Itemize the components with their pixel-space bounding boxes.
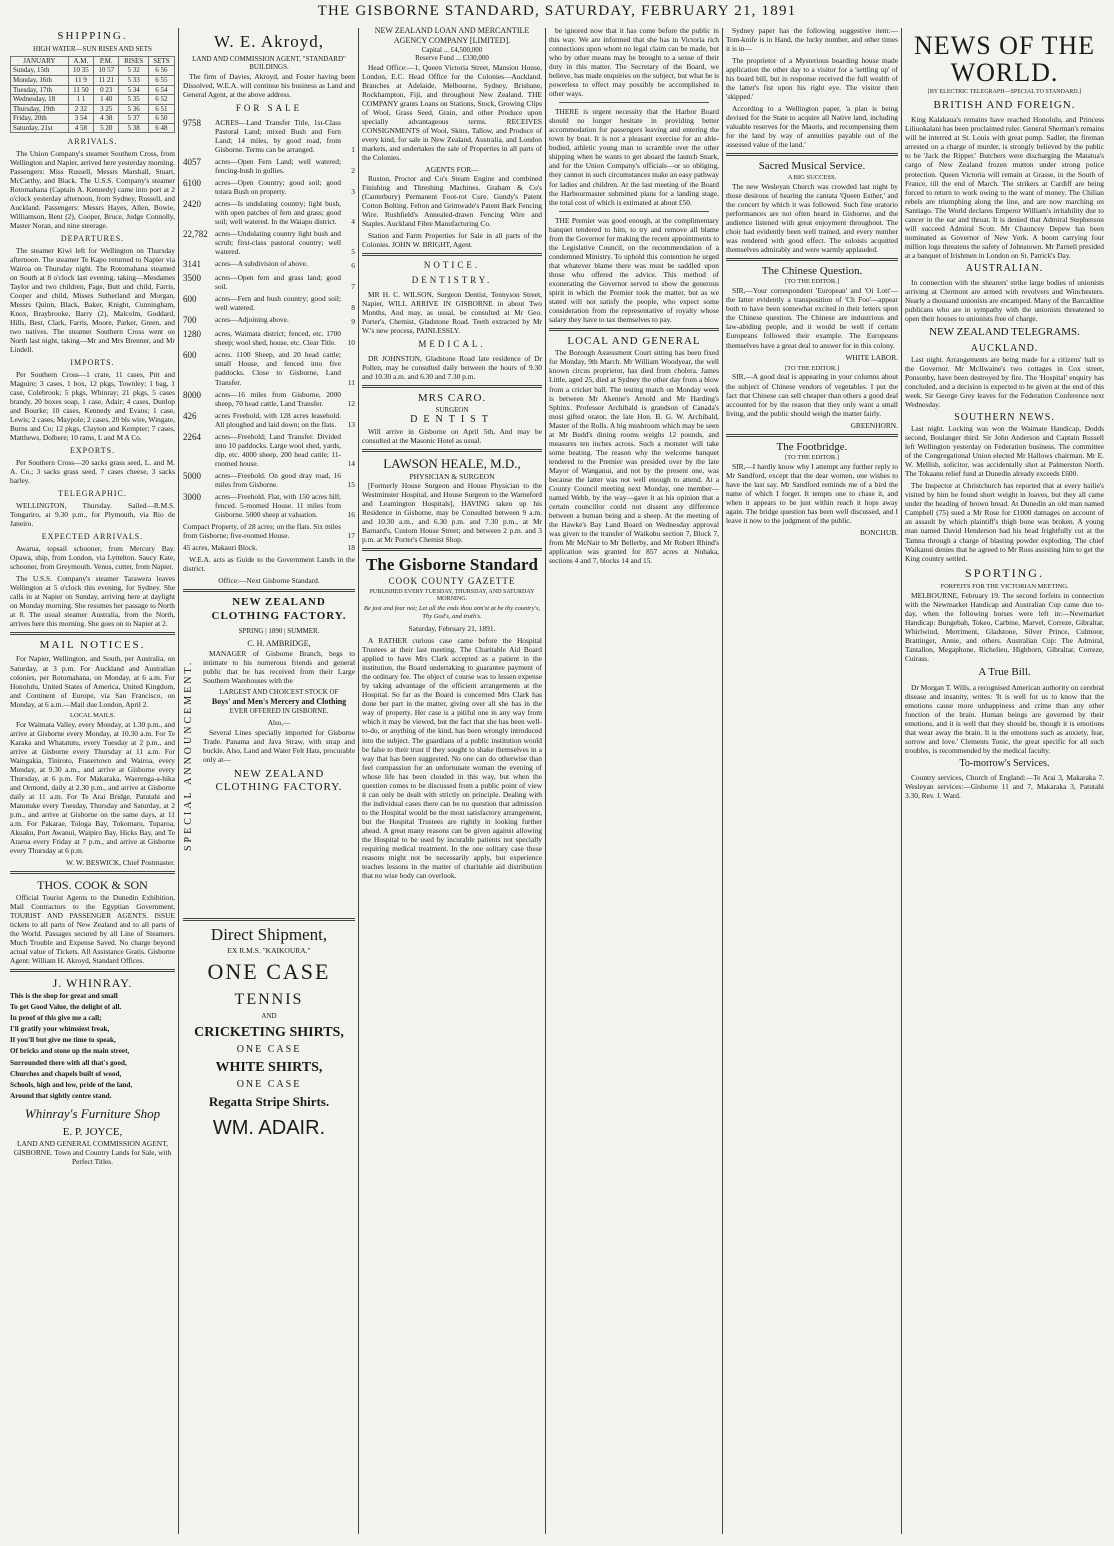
lot-number: 3 (351, 187, 355, 197)
lot-number: 12 (347, 398, 355, 408)
caro-dentist: DENTIST (410, 414, 494, 426)
land-lot (183, 229, 355, 256)
lot-acres: 22,782 (183, 229, 208, 240)
medical-heading: MEDICAL. (418, 339, 486, 350)
arrivals-text: The Union Company's steamer Southern Cross, from Wellington and Napier, arrived here yesterday morning. Passengers: Miss Russell, Messrs Marshall, Stuart, McCarthy, and Black. The U.S.S. Company's steamer Rotomahana (Captain A. Kennedy) came into port at 2 o'clock yesterday afternoon, from Sydney, Russell, and Auckland. Passengers: Messrs Hayes, Allen, Bowie, Williamson, Bent (2), Cooper, Bruce, Judge Connolly, Master Noran, and nine steerage. (10, 148, 175, 231)
column-akroyd (183, 26, 355, 1536)
tide-row (11, 123, 175, 133)
tide-cell: 5 33 (119, 76, 148, 86)
nzloan-text: Head Office:—1, Queen Victoria Street, Mansion House, London, E.C. Head Office for the Colonies—Auckland. Branches at Adelaide, Melbourne, Sydney, Brisbane, Rockhampton, Fiji, and throughout New Zealand. THE COMPANY grants Loans on Stations, Stock, Growing Clips of Wool, Grass Seed, Grain, and other Produce upon specially advantageous terms. RECEIVES CONSIGNMENTS of Wool, Skins, Tallow, and Produce of every kind, for sale in New Zealand, Australia, and London markets, and undertakes the sale of Properties in all parts of the Colonies. (362, 62, 542, 162)
for-sale-heading: FOR SALE (235, 102, 303, 113)
tide-row (11, 85, 175, 95)
to-editor-3: [TO THE EDITOR.] (785, 454, 839, 462)
one-case-3: ONE CASE (236, 1079, 302, 1091)
adair-name: WM. ADAIR. (212, 1117, 326, 1140)
tide-cell: 4 38 (94, 114, 119, 124)
lot-number: 8 (351, 303, 355, 313)
true-bill-heading: A True Bill. (978, 666, 1031, 679)
local-general-text: The Borough Assessment Court sitting has been fixed for Monday, 9th March. Mr William Woodyear, the well known circus proprietor, has died from cholera. James Little, aged 25, died at Sydney the other day from a blow from a cricket ball. The testing match on Monday week is between Mr Akenne's Arnold and Mr Harding's Sphinx. Professor Archibald is grandson of Canada's most gifted orator, the late Hon. B. G. W. Archibald, Master of the Rolls. A big mushroom which may be seen at Mr Budd's dining rooms weighs 12 pounds, and measures ten inches across. Such a monster will take some beating. The reason why the welcome banquet tendered to the Premier was presided over by the late Mayor of Wanganui, and not by the present one, was because the latter was not well enough to attend. At a County Council meeting next Monday, one member—named Webb, by the way—gave it as his opinion that a certain councillor could not dissent any difference between a human being and a sheep. At the meeting of the Hawke's Bay Land Board on Wednesday approval was given to the transfer of Waikohu section 7, Block 7, from Mr McNair to Mr Bellerby, and Mr Robert Rhind's application was granted for 857 acres at Nuhaka, sections 4 and 7, blocks 14 and 15. (549, 348, 719, 566)
direct-shipment: Direct Shipment, (210, 925, 328, 945)
sporting-heading: SPORTING. (965, 565, 1044, 580)
tide-cell: 5 20 (94, 123, 119, 133)
notice-heading: NOTICE. (423, 260, 481, 271)
exports-heading: EXPORTS. (69, 446, 116, 456)
departures-heading: DEPARTURES. (60, 234, 125, 244)
tide-cell: 5 38 (119, 123, 148, 133)
heale-title: LAWSON HEALE, M.D., (383, 455, 521, 471)
news-subheading: [BY ELECTRIC TELEGRAPH—SPECIAL TO STANDARD.] (927, 88, 1082, 95)
lot-number: 6 (351, 261, 355, 271)
akroyd-text: The firm of Davies, Akroyd, and Foster having been Dissolved, W.E.A. will continue his business as Land and General Agent, at the above address. (183, 71, 355, 99)
verse-line: Surrounded there with all that's good, (10, 1058, 127, 1067)
chinese-text: SIR,—Your correspondent 'European' and 'Oi Lott'—the latter evidently a transposition of 'Ch Foo'—appear both to have been somewhat excited in their letters upon the Chinese question. The Chinese are industrious and law-abiding people, and it would be well if certain Europeans followed their example. The Europeans themselves have a great deal to answer for in this colony. (726, 286, 898, 350)
white-shirts: WHITE SHIRTS, (215, 1060, 323, 1076)
lot-description: ACRES—Land Transfer Title, 1st-Class Pastoral Land; mixed Bush and Fern Land; 14 miles, by good road, from Gisborne. Terms can be arranged. (215, 117, 341, 154)
tomorrow-text: Country services, Church of England:—Te Arai 3, Makaraka 7. Wesleyan services:—Gisborne 11 and 7, Makaraka 3, Patutahi 3.30, Rev. J. Ward. (905, 773, 1104, 801)
southern-heading: SOUTHERN NEWS. (954, 411, 1055, 423)
tide-cell: 0 23 (94, 85, 119, 95)
tide-header-cell: P.M. (94, 56, 119, 66)
lot-acres: 3141 (183, 259, 201, 270)
tide-cell: 6 50 (148, 114, 174, 124)
verse-line: This is the shop for great and small (10, 991, 118, 1000)
ever-offered: EVER OFFERED IN GISBORNE. (229, 706, 329, 715)
tide-cell: 6 52 (148, 95, 174, 105)
lot-description: acres—Is undulating country; light bush, with open patches of fern and grass; good soil; well watered. In the Waiapu district. (215, 199, 341, 227)
tide-header-cell: A.M. (68, 56, 93, 66)
land-lot (183, 294, 355, 312)
british-text: King Kalakaua's remains have reached Honolulu, and Princess Liliuokalani has been proclaimed ruler. General Sherman's remains will be interred at St. Louis with great pomp. Sadler, the fireman arrested on a charge of murder, is strongly believed by the public to be 'Jack the Ripper.' Butchers were discharging the Matatua's cargo of New Zealand frozen mutton under strong police protection. Queen Victoria will remain at Grasse, in the South of France, till the end of March. The strikers at Cardiff are being forced to return to work owing to the want of money. The Chilian rebels are triumphing along the line, and are now marching on Santiago. The World declares Emperor William's irritability due to cancer in the ear and throat. It is denied that Admiral Stephenson will succeed Admiral Scott. Mr Chauncey Depew has been nominated as Governor of New York. A boom carrying four million logs threatens the safety of Johnstown. Mr Parnell presided at a banquet of Irishmen in London on St. Patrick's Day. (905, 115, 1104, 260)
lot-acres: 3500 (183, 273, 201, 284)
column-advertisements (362, 26, 542, 1536)
local-mails-text: For Waimata Valley, every Monday, at 1.30 p.m., and arrive at Gisborne every Monday, at 10.30 a.m. For Te Karaka and Whatatutu, every Tuesday at 2 p.m., and arrive at Gisborne every Thursday at 11 a.m. For Waingakia, Tiniroto, Frasertown and Wairoa, every Monday, at 9.30 a.m., and arrive at Gisborne every Thursday, at 6 p.m. For Makaraka, Waerenga-a-hika and Ormond, daily at 2.30 p.m., and arrive at Gisborne daily at 11 a.m. For Te Arai Bridge, Patutahi and Manutuke every Tuesday, Thursday and Saturday, at 2 p.m., and arrive at Gisborne on the same days, at 11 a.m. For Pakarae, Tologa Bay, Tokomaru, Tuparoa, Akuaku, Port Awanui, Waipiro Bay, Hicks Bay, and Te Araroa every Friday at 7 p.m., and arrive at Gisborne every Thursday at 6 p.m. (10, 719, 175, 856)
lot-description: acres—Adjoining above. (215, 315, 289, 325)
land-lot (183, 471, 355, 489)
tide-cell: 6 48 (148, 123, 174, 133)
paper-motto: Be just and fear not; Let all the ends thou aim'st at be thy country's, Thy God's, and truth's. (363, 605, 541, 621)
land-lot (183, 178, 355, 196)
land-lot (183, 329, 355, 347)
heale-text: [Formerly House Surgeon and House Physician to the Westminster Hospital, and House Surgeon to the Warneford and Leamington Hospitals], HAVING taken up his Residence in Gisborne, may be Consulted between 9 a.m. and 10.30 a.m., and 6.30 p.m. and 7.30 p.m., at Mr Barnard's, Custom House Street; and between 2 p.m. and 3 p.m. at Mr Porter's Chemist Shop. (362, 480, 542, 544)
tide-cell: 11 50 (68, 85, 93, 95)
lot-acres: 700 (183, 315, 197, 326)
lot-acres: 9758 (183, 117, 201, 128)
lot-number: 9 (351, 317, 355, 327)
tide-table (10, 56, 175, 133)
land-lot (183, 432, 355, 468)
tide-row (11, 66, 175, 76)
lot-number: 4 (351, 217, 355, 227)
lot-acres: 8000 (183, 389, 201, 400)
tide-cell: 10 57 (94, 66, 119, 76)
tomorrow-heading: To-morrow's Services. (959, 758, 1050, 770)
lot-description: acres—Freehold. On good dray road, 16 miles from Gisborne. (215, 470, 341, 489)
lot-acres: 600 (183, 294, 197, 305)
masthead: THE GISBORNE STANDARD, SATURDAY, FEBRUARY 21, 1891 (317, 3, 797, 19)
dentistry-heading: DENTISTRY. (411, 275, 493, 286)
furniture-shop: Whinray's Furniture Shop (24, 1106, 161, 1122)
ex-kaikoura: EX R.M.S. "KAIKOURA." (227, 945, 311, 955)
land-lot (183, 492, 355, 519)
largest-stock: LARGEST AND CHOICEST STOCK OF (219, 688, 339, 697)
lot-number: 17 (347, 530, 355, 540)
also-text: Several Lines specially imported for Gisborne Trade. Panama and Java Straw, with strap and buckle. Also, Land and Water Felt Hats, procurable only at— (203, 727, 355, 764)
nz-telegrams-heading: NEW ZEALAND TELEGRAMS. (929, 326, 1080, 339)
land-lot (183, 522, 355, 540)
lot-number: 7 (351, 282, 355, 292)
lot-description: acres—Fern and bush country; good soil; well watered. (215, 294, 341, 313)
lot-description: acres Freehold, with 128 acres leasehold. All ploughed and laid down; on the flats. (215, 410, 341, 429)
verse-line: Schools, high and low, pride of the land, (10, 1080, 133, 1089)
lot-acres: 600 (183, 350, 197, 361)
inspector-text: The Inspector at Christchurch has reported that at every bailie's visited by him he found short weight in loaves, but they all came under the heading of brown bread. At Dunedin an old man named Campbell (75) sued a Mr Rose for £1000 damages on account of an assault by which plaintiff's thigh bone was broken. A young man named David Henderson had his head frightfully cut at the Tamna through a charge of blasting powder exploding. The chief Waikanui denies that he agreed to Mr Ross assisting him to get the King country settled. (905, 481, 1104, 563)
caro-text: Will arrive in Gisborne on April 5th, And may be consulted at the Masonic Hotel as usual. (362, 426, 542, 445)
joyce-text: LAND AND GENERAL COMMISSION AGENT, GISBORNE. Town and Country Lands for Sale, with Perfect Titles. (13, 1139, 172, 1167)
heale-subtitle: PHYSICIAN & SURGEON (409, 471, 495, 481)
tide-cell: 3 54 (68, 114, 93, 124)
musical-heading: Sacred Musical Service. (758, 160, 866, 173)
column-shipping (10, 26, 175, 1536)
caro-subtitle: SURGEON (435, 405, 469, 414)
tide-cell: 3 25 (94, 104, 119, 114)
auckland-heading: AUCKLAND. (970, 342, 1039, 354)
tide-header-cell: RISES (119, 56, 148, 66)
tide-row (11, 95, 175, 105)
lot-number: 10 (347, 338, 355, 348)
lot-acres: 1280 (183, 329, 201, 340)
tide-cell: 11 21 (94, 76, 119, 86)
greenhorn-text: SIR,—A good deal is appearing in your columns about the subject of Chinese vendors of vegetables. I put the fact that Chinese can sell cheaper than others a good deal accounted for by the reason that they only want a small living, and the public should weigh the matter fairly. (726, 372, 898, 418)
local-mails-heading: LOCAL MAILS. (70, 711, 115, 719)
land-lot (183, 390, 355, 408)
telegraphic-text: WELLINGTON, Thursday. Sailed—R.M.S. Tongariro, at 9.30 p.m., for Plymouth, via Rio de Janeiro. (10, 500, 175, 528)
tide-cell: 5 32 (119, 66, 148, 76)
land-lot (183, 273, 355, 291)
to-editor-1: [TO THE EDITOR.] (785, 278, 839, 286)
lot-description: acres—Open fern and grass land; good soil. (215, 273, 341, 292)
expected-heading: EXPECTED ARRIVALS. (41, 532, 144, 542)
item-3: According to a Wellington paper, 'a plan is being devised for the State to acquire all Native land, including valuable reserves for the Maoris, and recompensing them for the land by way of annuities payable out of the assessed value of the land.' (726, 104, 898, 150)
land-lot (183, 350, 355, 386)
tide-cell: 1 1 (68, 95, 93, 105)
verse-line: Of bricks and stone up the main street, (10, 1047, 130, 1056)
lot-description: acres—16 miles from Gisborne, 2000 sheep, 70 head cattle, Land Transfer. (215, 389, 341, 408)
tide-header-cell: JANUARY (11, 56, 69, 66)
imports-heading: IMPORTS. (70, 358, 115, 368)
johnston-text: DR JOHNSTON, Gladstone Road late residence of Dr Pollen, may be consulted daily between the hours of 9.30 and 10.30 a.m. and 6.30 and 7.30 p.m. (362, 354, 542, 382)
tide-header-cell: SETS (148, 56, 174, 66)
to-editor-2: [TO THE EDITOR.] (785, 364, 839, 372)
imports-text: Per Southern Cross—1 crate, 11 cases, Pitt and Maguire; 3 cases, 1 box, 12 pkgs, Townley; 1 bag, 1 case, Colebrook; 5 pkgs, Whinray; 21 pkgs, 5 cases brandy, 20 boxes soap, 1 case, Adair; 4 cases, Dunlop and Bourke; 10 cases, Kennedy and Evans; 1 case, Lewis; 2 cases, Maypole; 2 cases, 20 bls wire, Wingate, Burns and Co; 12 pkgs, Clayton and Kempter; 7 cases, Matthews, Dolbere; 10 rams, L and M A Co. (10, 370, 175, 443)
leader-article: A RATHER curious case came before the Hospital Trustees at their last meeting. The Charitable Aid Board applied to have Mrs Clark accepted as a patient in the institution, the Board undertaking to guarantee payment of the ordinary fee. The object of course was to lessen expense by taking advantage of the efficient arrangements at the Hospital. So far as the Board is concerned Mrs Clark has done her part in the matter, giving over all she has in the way of property. Her case is a pitiful one in any way from which it may be viewed, but the fact that she has been well-to-do, or anything of the kind, has been wrongly introduced into the subject. The guardians of a public institution would be false to their trust if they sought to shake themselves in a way that has been suggested. No one can do otherwise than feel compassion for an unfortunate woman the evening of whose life has been clouded in this way, but when the question comes to be discussed from a public point of view it can only be dealt with strictly on principle. Dealing with the individual cases there can be no question that admission to the Hospital would be the most satisfactory arrangement, but the Hospital Trustees are rightly in looking further ahead. A great many reasons can be given against allowing the Hospital to be used by incurable patients not specially requiring medical treatment. In the one solitary case these reasons might not be necessarily apply, but experience teaches lessons in the matter of charitable aid distribution that no wise body can overlook. (362, 636, 542, 880)
arrivals-heading: ARRIVALS. (67, 137, 118, 147)
column-correspondence (726, 26, 898, 1536)
lot-number: 15 (347, 479, 355, 489)
newspaper-page (10, 22, 1104, 1540)
reserve-fund: Reserve Fund ... £330,000 (415, 54, 489, 63)
paper-subtitle: COOK COUNTY GAZETTE (388, 575, 516, 586)
lot-description: Compact Property, of 28 acres; on the flats. Six miles from Gisborne; five-roomed House. (183, 521, 341, 540)
mail-signature: W. W. BESWICK, Chief Postmaster. (66, 858, 175, 868)
tide-title: HIGH WATER—SUN RISES AND SETS (33, 45, 152, 54)
southern-text: Last night. Locking was won the Waimate Handicap, Dodds second, Boulanger third. Sir John Anderson and Captain Russell left Wellington yesterday on Federation business. The committee of the Congregational Union elected Mr Hallows chairman. Mr E. W. Mellish, solicitor, was accidentally shot at Palmerston North. The Tokaanu relief fund at Dunedin already exceeds £600. (905, 424, 1104, 479)
item-2: The proprietor of a Mysterious boarding house made application the other day to a visitor for a 'settling up' of his board bill, but in response received the full wealth of the latter's fist upon his right eye. The visitor then 'skipped.' (726, 56, 898, 102)
lot-number: 11 (347, 377, 355, 387)
musical-text: The new Wesleyan Church was crowded last night by those desirous of hearing the cantata 'Queen Esther,' and the concert by which it was followed. Such fine oratorio performances are not often heard in Gisborne, and the audience listened with great enjoyment throughout. The choir had evidently been well trained, and every number was rendered with good effect. The soloists acquitted themselves admirably and were warmly applauded. (726, 181, 898, 254)
lot-number: 2 (351, 166, 355, 176)
tide-cell: 6 51 (148, 104, 174, 114)
shipping-heading: SHIPPING. (57, 30, 128, 42)
lot-number: 14 (347, 458, 355, 468)
tide-cell: Monday, 16th (11, 76, 69, 86)
tide-cell: Tuesday, 17th (11, 85, 69, 95)
tide-cell: Saturday, 21st (11, 123, 69, 133)
verse-line: Churches and chapels built of wood, (10, 1069, 122, 1078)
footbridge-heading: The Footbridge. (776, 440, 848, 453)
agents-heading: AGENTS FOR— (425, 164, 479, 174)
lot-description: acres—Open Country; good soil; good totara Bush on property. (215, 178, 341, 197)
lot-description: 45 acres, Makauri Block. (183, 543, 258, 553)
land-lot (183, 315, 355, 326)
verse-line: If you'll but give me time to speak, (10, 1036, 116, 1045)
australian-heading: AUSTRALIAN. (965, 262, 1044, 274)
lot-number: 1 (351, 144, 355, 154)
mail-heading: MAIL NOTICES. (39, 639, 146, 652)
british-heading: BRITISH AND FOREIGN. (933, 98, 1076, 111)
forfeits-text: MELBOURNE, February 19. The second forfeits in connection with the Newmarket Handicap and Australian Cup came due to-day, when the following horses were left in:—Newmarket Handicap: Bungebah, Tokeo, Carbine, Marvel, Correze, Gibraltar, Whirlwind, Merriment, Gladstone, Silver Prince, Culmoor, Brattinger, Annie, and others. Australian Cup: The Admiral, Tantallon, Megaphone, Richelieu, Highborn, Gibraltar, Correze, Cuirass. (905, 591, 1104, 664)
greenhorn-signature: GREENHORN. (850, 420, 898, 430)
lot-number: 5 (351, 247, 355, 257)
lot-acres: 426 (183, 410, 197, 421)
lot-description: acres—Undulating country light bush and scrub; first-class pastoral country; well watered. (215, 229, 341, 257)
musical-subheading: A BIG SUCCESS. (787, 173, 837, 181)
column-editorial (549, 26, 719, 1536)
tide-cell: 5 37 (119, 114, 148, 124)
item-1: Sydney paper has the following suggestive item:—Tom-knife is in Hand, the lucky number, and other times it is in— (726, 26, 898, 54)
joyce-title: E. P. JOYCE, (62, 1126, 123, 1138)
land-lot (183, 157, 355, 175)
and-label: AND (261, 1012, 277, 1021)
whinray-verse (10, 991, 175, 1103)
lot-acres: 2264 (183, 431, 201, 442)
lot-acres: 4057 (183, 156, 201, 167)
agents-text: Ruston, Proctor and Co's Steam Engine and combined Finishing and Threshing Machines. Graham & Co's (Canterbury) Permanent Foot-rot Cure. Gundy's Patent Cotton Bolting. Felton and Grimwade's Patent Bark Fencing Wire. Rushfield's Annealed-drawn Fencing Wire and Staples. Auckland Fibre Manufacturing Co. (362, 174, 542, 229)
verse-line: In proof of this give me a call; (10, 1013, 102, 1022)
lot-description: acres—Freehold; Land Transfer. Divided into 10 paddocks. Large wool shed, yards, dip, etc. 4000 sheep, 200 head cattle; 11-roomed house. (215, 431, 341, 468)
editorial-1: be ignored now that it has come before the public in this way. We are informed that she has in Victoria rich connections upon whom no legal claim can be made, but who by other means may be brought to a sense of their duty in this matter. The Secretary of the Board, we believe, has made enquiries on the subject, but what he is powerless to effect may possibly be accomplished in other ways. (549, 26, 719, 99)
tide-row (11, 114, 175, 124)
paper-date: Saturday, February 21, 1891. (408, 624, 496, 634)
cook-text: Official Tourist Agents to the Dunedin Exhibition, Mail Contractors to the Egyptian Government, TOURIST AND PASSENGER AGENTS. ISSUE tickets to all parts of New Zealand and to all parts of the World. Passages secured by all Line of Steamers. Much Trouble and Expense Saved. No charge beyond actual value of Tickets. All Assistance Gratis. Gisborne Agent: William H. Akroyd, Standard Offices. (10, 892, 175, 965)
tide-cell: Wednesday, 18 (11, 95, 69, 105)
forfeits-heading: FORFEITS FOR THE VICTORIAN MEETING. (940, 583, 1069, 591)
whinray-title: J. WHINRAY. (52, 975, 133, 990)
special-announcement-vertical: SPECIAL ANNOUNCEMENT. (183, 659, 194, 851)
lot-description: acres, Waimata district; fenced, etc. 1700 sheep; wool shed, house, etc. Clear Title. (215, 329, 341, 348)
tide-cell: 11 9 (68, 76, 93, 86)
lot-acres: 5000 (183, 470, 201, 481)
telegraphic-heading: TELEGRAPHIC. (58, 489, 127, 499)
cook-title: THOS. COOK & SON (37, 878, 148, 893)
ambridge-name: C. H. AMBRIDGE, (247, 639, 311, 649)
auckland-text: Last night. Arrangements are being made for a citizens' ball to the Governor. Mr McIlwaine's two cottages in Cox street, Ponsonby, have been destroyed by fire. The 'Hospital' enquiry has concluded, and a decision is expected to be given at the end of this week. Sir George Grey leaves for the Federation Conference next Wednesday. (905, 354, 1104, 409)
one-case-2: ONE CASE (236, 1043, 302, 1055)
editorial-3: THE Premier was good enough, at the complimentary banquet tendered to him, to try and remove all blame from the Governor for making the recent appointments to the Legislative Council, on the recommendation of a condemned Ministry. To uphold this contention he urged that whatever blame there was must be saddled upon those who offered the advice. This method of exonerating the Governor served to show the generous spirit in which the Premier took the matter, but as we stated will not satisfy the people, who expect some consideration from the representative of royalty whose salary they have to tax themselves to pay. (549, 215, 719, 324)
land-lots (183, 118, 355, 552)
akroyd-title: W. E. Akroyd, (213, 32, 325, 51)
tide-cell: 6 54 (148, 85, 174, 95)
tide-cell: 5 34 (119, 85, 148, 95)
wilson-text: MR H. C. WILSON, Surgeon Dentist, Tennyson Street, Napier, WILL ARRIVE IN GISBORNE in about Two Months, And may, as usual, be consulted at Mr Geo. Porter's, Chemist, Gladstone Road. Teeth extracted by Mr W.'s new process, PAINLESSLY. (362, 290, 542, 336)
tennis: TENNIS (234, 990, 304, 1008)
lot-acres: 6100 (183, 178, 201, 189)
one-case-1: ONE CASE (207, 959, 331, 985)
tide-row (11, 104, 175, 114)
capital: Capital ... £4,500,000 (421, 45, 483, 54)
departures-text: The steamer Kiwi left for Wellington on Thursday afternoon. The steamer Te Kapo returned to Napier via Wairoa on Thursday night. The Rotomahana steamed on South at 8 o'clock last evening, taking—Mesdames Taylor and two children, Page, Butt and child, Farris, Cooper and child, Misses Sutherland and Morgan, Messrs Quinn, Black, Baker, Knight, Cunningham, Knox, Braybrooke, Barry (2), Malcolm, Goddard, Hills, Best, Clark, Farris, Moore, Parker, Green, and two natives. The steamer Southern Cross went on North last night, taking—Mr and Mrs Brenner, and Mr Lindell. (10, 245, 175, 355)
land-lot (183, 199, 355, 226)
footbridge-signature: BONCHUB. (860, 528, 898, 538)
lot-description: acres—Open Fern Land; well watered; fencing-bush in gullies. (215, 156, 341, 176)
verse-line: To get Good Value, the delight of all. (10, 1002, 122, 1011)
lot-description: acres. 1100 Sheep, and 20 head cattle; small House, and fenced into five paddocks. Close to Gisborne, Land Transfer. (215, 350, 341, 387)
spring-summer: SPRING | 1890 | SUMMER. (238, 626, 320, 635)
paper-published: PUBLISHED EVERY TUESDAY, THURSDAY, AND SATURDAY MORNING. (369, 588, 535, 602)
tide-cell: Thursday, 19th (11, 104, 69, 114)
exports-text: Per Southern Cross—20 sacks grass seed, L. and M. A. Co.; 3 sacks grass seed, 7 cases cheese, 3 sacks barley. (10, 458, 175, 486)
clothing-ad (183, 596, 355, 914)
land-lot (183, 411, 355, 429)
editorial-2: THERE is urgent necessity that the Harbor Board should no longer hesitate in providing better accommodation for passengers leaving and entering the town by boat. It is not a pleasant exercise for an able-bodied, athletic young man to scramble over the other shipping when he wants to get aboard the launch Snark, and for the Union Company's officials—or so obliging, they cannot in such circumstances make an easy pathway for ladies and children. At the last meeting of the Board the Harbourmaster submitted plans for a landing stage, the total cost of which is estimated at about £50. (549, 107, 719, 207)
column-news (905, 26, 1104, 1536)
verse-line: Around that sightly centre stand. (10, 1091, 112, 1100)
tide-cell: 4 58 (68, 123, 93, 133)
cricketing-shirts: CRICKETING SHIRTS, (194, 1024, 344, 1040)
tide-cell: 10 35 (68, 66, 93, 76)
true-bill-text: Dr Morgan T. Wills, a recognised American authority on cerebral disease and insanity, writes: 'It is well for us to know that the emotions cause more unhappiness and crime than any other function of the brain. Human beings are governed by their emotions, and it is well that they should be, though it is emotions that wear away the brain. It is the emotions such as anxiety, fear, sorrow and love.' Clements Tonic, the great specific for all such troubles, is recommended by the medical faculty. (905, 682, 1104, 756)
regatta-shirts: Regatta Stripe Shirts. (208, 1094, 330, 1110)
also-label: Also,— (268, 719, 290, 728)
tide-cell: 1 40 (94, 95, 119, 105)
nz-clothing-top: NEW ZEALAND CLOTHING FACTORY. (211, 596, 347, 622)
nz-clothing-bottom: NEW ZEALAND CLOTHING FACTORY. (215, 767, 343, 794)
tide-cell: 6 55 (148, 76, 174, 86)
tide-cell: 2 32 (68, 104, 93, 114)
expected-text: Awarua, topsail schooner, from Mercury Bay. Opawa, ship, from London, via Lyttelton. Saucy Kate, schooner, from Greymouth. Venus, cutter, from Napier. (10, 543, 175, 571)
expected-text-2: The U.S.S. Company's steamer Tarawera leaves Wellington at 5 o'clock this evening, for Sydney. She calls in at Napier on Sunday, arriving here at daylight on Monday morning. She resumes her passage to North at 8. The usual steamer Australia, from the North, arrives here this morning. She goes on to Napier at 2. (10, 573, 175, 629)
boys-mercery: Boys' and Men's Mercery and Clothing (211, 696, 347, 706)
news-of-world-heading: NEWS OF THE WORLD. (914, 31, 1095, 88)
verse-line: I'll gratify your whimsiest freak, (10, 1025, 110, 1034)
caro-title: MRS CARO. (417, 392, 487, 405)
akroyd-subtitle: LAND AND COMMISSION AGENT, "STANDARD" BUILDINGS. (192, 54, 346, 72)
mail-text: For Napier, Wellington, and South, per Australia, on Saturday, at 3 p.m. For Auckland and Australian colonies, per Rotomahana, on Monday, at 6 a.m. For Honolulu, United States of America, United Kingdom, and Continent of Europe, via San Francisco, on Monday, at 6 a.m.—Mail due London, April 2. (10, 654, 175, 709)
paper-title: The Gisborne Standard (366, 554, 538, 574)
chinese-heading: The Chinese Question. (761, 264, 863, 277)
lot-description: acres—Freehold. Flat, with 150 acres hill; fenced. 5-roomed House. 11 miles from Gisborne. 5000 sheep at valuation. (215, 491, 341, 519)
lot-number: 13 (347, 419, 355, 429)
nzloan-title: NEW ZEALAND LOAN AND MERCANTILE AGENCY COMPANY [LIMITED]. (374, 26, 530, 45)
lot-number: 16 (347, 509, 355, 519)
lot-description: acres—A subdivision of above. (215, 259, 308, 269)
australian-text: In connection with the shearers' strike large bodies of unionists arriving at Clermont are armed with revolvers and Winchesters. Nearly a thousand unionists are encamped. Many of the Barcaldine publicans who are in sympathy with the unionists threatened to open their houses to unionists free of charge. (905, 278, 1104, 324)
tide-cell: 5 35 (119, 95, 148, 105)
lot-number: 18 (347, 543, 355, 553)
local-general-heading: LOCAL AND GENERAL (567, 334, 701, 347)
tide-cell: 6 56 (148, 66, 174, 76)
akroyd-office: Office:—Next Gisborne Standard. (218, 576, 320, 586)
lot-acres: 3000 (183, 491, 201, 502)
footbridge-text: SIR,—I hardly know why I attempt any further reply to Mr Sandford, except that the dear women, one wishes to have the last say. Mr Sandford reminds me of a bird the name of which I forget. It tempts one to chase it, and when it appears to be just within reach it hops away again. The bridge question has been well discussed, and I leave it now to the judgment of the public. (726, 462, 898, 526)
tide-cell: Sunday, 15th (11, 66, 69, 76)
akroyd-footer: W.E.A. acts as Guide to the Government Lands in the district. (183, 555, 355, 574)
tide-cell: 5 36 (119, 104, 148, 114)
tide-row (11, 76, 175, 86)
lot-acres: 2420 (183, 199, 201, 210)
land-lot (183, 118, 355, 154)
land-lot (183, 259, 355, 270)
ambridge-text: MANAGER of Gisborne Branch, begs to intimate to his numerous friends and general public that he has received from their Large Southern Warehouses with the (203, 649, 355, 686)
tide-cell: Friday, 20th (11, 114, 69, 124)
land-lot (183, 543, 355, 552)
chinese-signature: WHITE LABOR. (845, 352, 898, 362)
agents-footer: Station and Farm Properties for Sale in all parts of the Colonies. JOHN W. BRIGHT, Agent. (362, 231, 542, 250)
